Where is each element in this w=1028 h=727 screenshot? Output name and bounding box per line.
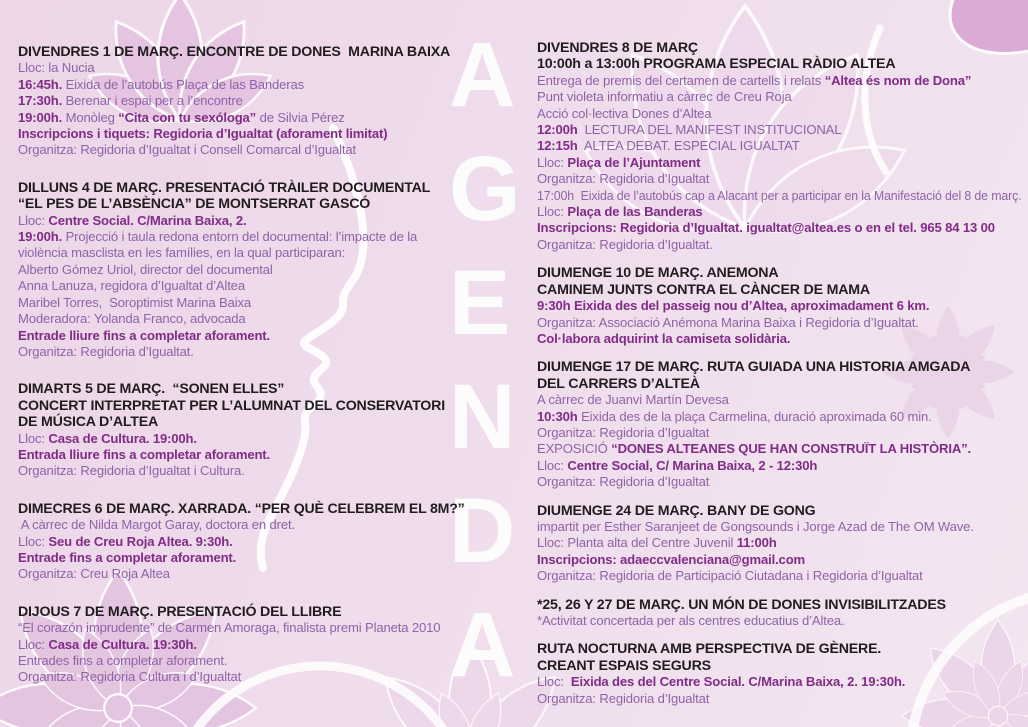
event-line: impartit per Esther Saranjeet de Gongsounds i Jorge Azad de The OM Wave.	[537, 518, 974, 534]
event-section	[537, 265, 1021, 347]
event-line: 17:00h Eixida de l’autobús cap a Alacant per a participar en la Manifestació del 8 de març.	[537, 187, 1022, 203]
agenda-letter: E	[449, 251, 511, 354]
event-section	[18, 381, 465, 479]
event-line: 12:15h ALTEA DEBAT. ESPECIAL IGUALTAT	[537, 138, 800, 154]
event-line: Entrade fins a completar aforament.	[18, 549, 237, 565]
event-line: Alberto Gómez Uriol, director del documental	[18, 261, 273, 277]
event-line: 17:30h. Berenar i espai per a l’encontre	[18, 93, 243, 109]
event-heading: DIUMENGE 24 DE MARÇ. BANY DE GONG	[537, 502, 816, 519]
event-heading: DIVENDRES 8 DE MARÇ 10:00h a 13:00h PROGRAMA ESPECIAL RÀDIO ALTEA	[537, 40, 896, 73]
event-line: Organitza: Regidoria d’Igualtat	[537, 424, 710, 440]
event-line: 16:45h. Eixida de l’autobús Plaça de las Banderas	[18, 76, 304, 92]
event-line: Organitza: Regidoria Cultura i d’Igualtat	[18, 669, 242, 685]
event-heading: RUTA NOCTURNA AMB PERSPECTIVA DE GÈNERE. CREANT ESPAIS SEGURS	[537, 641, 882, 674]
event-line: Entrada lliure fins a completar aforament.	[18, 446, 271, 462]
agenda-letter: A	[449, 24, 516, 126]
event-line: Lloc: Eixida des del Centre Social. C/Marina Baixa, 2. 19:30h.	[537, 674, 906, 690]
event-line: Anna Lanuza, regidora d’Igualtat d’Altea	[18, 278, 245, 294]
event-line: Organitza: Associació Anémona Marina Baixa i Regidoria d’Igualtat.	[537, 314, 919, 330]
event-section	[537, 40, 1021, 253]
event-heading: DIUMENGE 17 DE MARÇ. RUTA GUIADA UNA HISTORIA AMGADA DEL CARRERS D’ALTEÀ	[537, 359, 971, 392]
event-line: Inscripcions: adaeccvalenciana@gmail.com	[537, 551, 806, 567]
event-heading: DIVENDRES 1 DE MARÇ. ENCONTRE DE DONES MARINA BAIXA	[18, 44, 451, 60]
event-line: 12:00h LECTURA DEL MANIFEST INSTITUCIONAL	[537, 122, 842, 138]
event-section	[537, 503, 1021, 585]
event-section	[18, 501, 465, 583]
event-line: Lloc: Plaça de l’Ajuntament	[537, 154, 701, 170]
event-heading: *25, 26 Y 27 DE MARÇ. UN MÓN DE DONES INVISIBILITZADES	[537, 596, 946, 613]
event-section	[18, 180, 465, 360]
event-line: Organitza: Regidoria d’Igualtat.	[537, 236, 713, 252]
event-line: Organitza: Regidoria de Participació Ciutadana i Regidoria d’Igualtat	[537, 568, 923, 584]
event-line: Inscripcions i tiquets: Regidoria d’Igualtat (aforament limitat)	[18, 126, 388, 142]
event-heading: DIMECRES 6 DE MARÇ. XARRADA. “PER QUÈ CELEBREM EL 8M?”	[18, 500, 465, 517]
event-line: Lloc: Casa de Cultura. 19:00h.	[18, 430, 197, 446]
event-section	[537, 597, 1021, 630]
event-section	[537, 641, 1021, 707]
event-line: Organitza: Regidoria d’Igualtat	[537, 171, 710, 187]
event-line: 19:00h. Projecció i taula redona entorn del documental: l’impacte de la	[18, 229, 418, 245]
event-line: Organitza: Regidoria d’Igualtat i Consell Comarcal d’Igualtat	[18, 142, 357, 158]
event-heading: DILLUNS 4 DE MARÇ. PRESENTACIÓ TRÀILER DOCUMENTAL “EL PES DE L’ABSÈNCIA” DE MONTSERRAT GASCÓ	[18, 179, 431, 213]
event-section	[18, 44, 465, 159]
event-line: Col·labora adquirint la camiseta solidària.	[537, 330, 791, 346]
event-line: Punt violeta informatiu a càrrec de Creu Roja	[537, 89, 792, 105]
event-line: Organitza: Regidoria d’Igualtat	[537, 690, 710, 706]
event-line: Entrades fins a completar aforament.	[18, 653, 228, 668]
column-right	[537, 40, 1021, 719]
event-section	[537, 359, 1021, 490]
event-heading: DIMARTS 5 DE MARÇ. “SONEN ELLES” CONCERT INTERPRETAT PER L’ALUMNAT DEL CONSERVATORI DE MÚSICA D’ALTEA	[18, 381, 445, 431]
event-line: Maribel Torres, Soroptimist Marina Baixa	[18, 294, 252, 310]
event-line: *Activitat concertada per als centres educatius d’Altea.	[537, 613, 845, 628]
event-heading: DIJOUS 7 DE MARÇ. PRESENTACIÓ DEL LLIBRE	[18, 603, 342, 620]
event-line: Lloc: Casa de Cultura. 19:30h.	[18, 636, 197, 652]
event-line: Lloc: Centre Social. C/Marina Baixa, 2.	[18, 212, 247, 228]
event-line: violència masclista en les famílies, en la qual participaran:	[18, 245, 346, 261]
agenda-letter: D	[449, 479, 516, 582]
event-line: 9:30h Eixida des del passeig nou d’Altea, aproximadament 6 km.	[537, 298, 930, 314]
event-line: Entrade lliure fins a completar aforament.	[18, 327, 271, 343]
event-line: A càrrec de Nilda Margot Garay, doctora en dret.	[18, 517, 295, 533]
event-line: Organitza: Creu Roja Altea	[18, 566, 170, 582]
event-heading: DIUMENGE 10 DE MARÇ. ANEMONA CAMINEM JUNTS CONTRA EL CÀNCER DE MAMA	[537, 265, 870, 298]
event-line: Organitza: Regidoria d’Igualtat.	[18, 343, 194, 359]
event-line: Lloc: la Nucia	[18, 60, 95, 76]
event-line: Organitza: Regidoria d’Igualtat i Cultura.	[18, 463, 245, 479]
event-line: Lloc: Seu de Creu Roja Altea. 9:30h.	[18, 533, 233, 549]
agenda-letter: G	[449, 137, 521, 240]
event-section	[18, 604, 465, 686]
event-line: A càrrec de Juanvi Martín Devesa	[537, 392, 729, 408]
column-left	[18, 44, 465, 707]
event-line: Inscripcions: Regidoria d’Igualtat. igualtat@altea.es o en el tel. 965 84 13 00	[537, 220, 995, 236]
agenda-letter: A	[449, 593, 516, 696]
event-line: Organitza: Regidoria d’Igualtat	[537, 474, 710, 490]
event-line: Lloc: Plaça de las Banderas	[537, 204, 703, 220]
event-line: Acció col·lectiva Dones d’Altea	[537, 105, 712, 121]
event-line: Lloc: Centre Social, C/ Marina Baixa, 2 - 12:30h	[537, 457, 818, 473]
event-line: Entrega de premis del certamen de cartells i relats “Altea és nom de Dona”	[537, 72, 972, 88]
event-line: “El corazón imprudente” de Carmen Amoraga, finalista premi Planeta 2010	[18, 620, 441, 636]
event-line: 10:30h Eixida des de la plaça Carmelina, duració aproximada 60 min.	[537, 408, 932, 424]
event-line: 19:00h. Monòleg “Cita con tu sexóloga” de Silvia Pérez	[18, 109, 345, 125]
agenda-letter: N	[449, 365, 516, 468]
event-line: EXPOSICIÓ “DONES ALTEANES QUE HAN CONSTRUÏT LA HISTÒRIA”.	[537, 441, 972, 457]
event-line: Moderadora: Yolanda Franco, advocada	[18, 311, 246, 327]
event-line: Lloc: Planta alta del Centre Juvenil 11:00h	[537, 535, 777, 551]
